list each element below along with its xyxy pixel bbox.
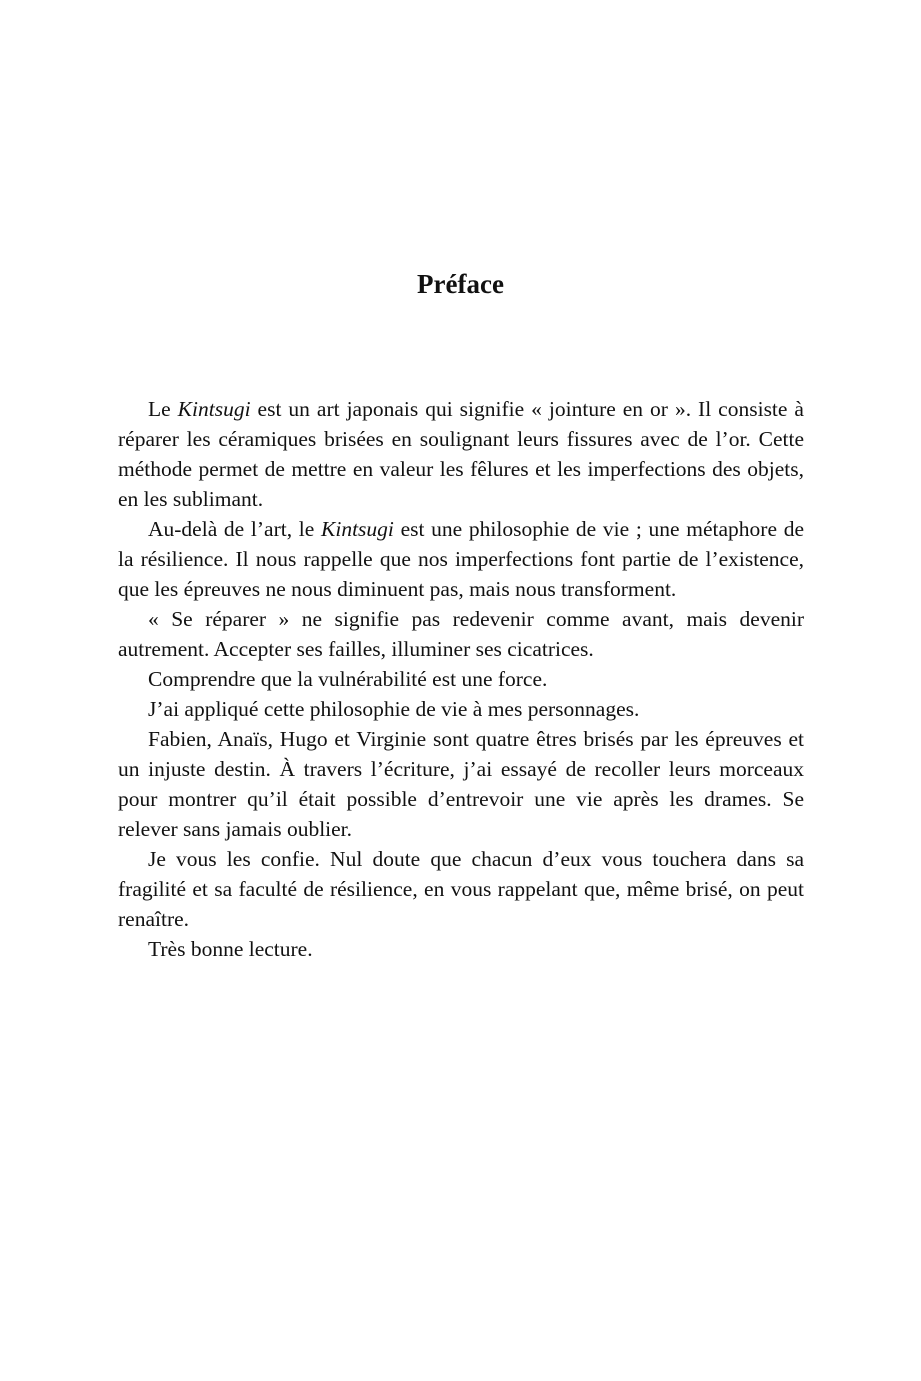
paragraph-3: « Se réparer » ne signifie pas redevenir comme avant, mais devenir autrement. Accepter ses failles, illuminer ses cicatrices. <box>118 607 804 661</box>
preface-body <box>118 394 804 964</box>
paragraph-1: Le Kintsugi est un art japonais qui signifie « jointure en or ». Il consiste à réparer les céramiques brisées en soulignant leurs fissures avec de l’or. Cette méthode permet de mettre en valeur les fêlures et les imperfections des objets, en les sublimant. <box>118 397 804 511</box>
paragraph-7: Je vous les confie. Nul doute que chacun d’eux vous touchera dans sa fragilité et sa faculté de résilience, en vous rappelant que, même brisé, on peut renaître. <box>118 847 804 931</box>
paragraph-5: J’ai appliqué cette philosophie de vie à mes personnages. <box>148 697 640 721</box>
paragraph-4: Comprendre que la vulnérabilité est une force. <box>148 667 548 691</box>
paragraph-8: Très bonne lecture. <box>148 937 313 961</box>
paragraph-6: Fabien, Anaïs, Hugo et Virginie sont quatre êtres brisés par les épreuves et un injuste destin. À travers l’écriture, j’ai essayé de recoller leurs morceaux pour montrer qu’il était possible d’entrevoir une vie après les drames. Se relever sans jamais oublier. <box>118 727 804 841</box>
page-title: Préface <box>417 269 504 299</box>
paragraph-2: Au-delà de l’art, le Kintsugi est une philosophie de vie ; une métaphore de la résilience. Il nous rappelle que nos imperfections font partie de l’existence, que les épreuves ne nous diminuent pas, mais nous transforment. <box>118 517 804 601</box>
